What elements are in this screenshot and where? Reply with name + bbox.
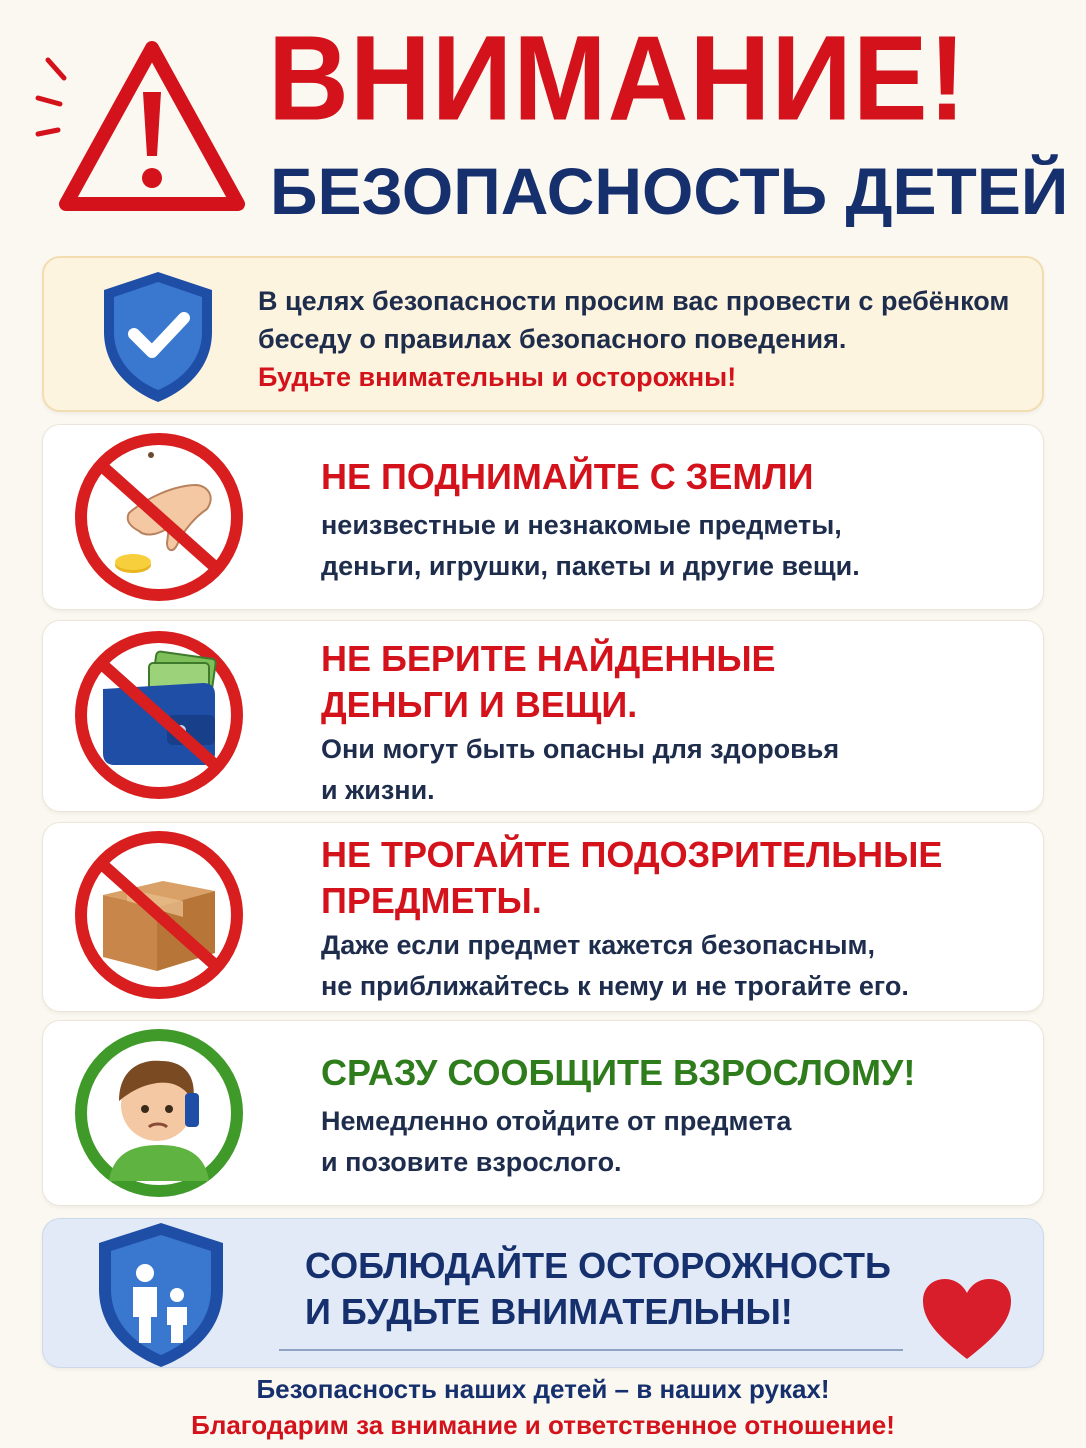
rule-2-body-2: и жизни. xyxy=(321,775,435,805)
bottom-line-2: И БУДЬТЕ ВНИМАТЕЛЬНЫ! xyxy=(305,1291,793,1332)
intro-card xyxy=(42,256,1044,412)
page-title: ВНИМАНИЕ! xyxy=(268,10,967,146)
rule-2-heading-1: НЕ БЕРИТЕ НАЙДЕННЫЕ xyxy=(321,638,776,679)
rule-2-body-1: Они могут быть опасны для здоровья xyxy=(321,734,840,764)
rule-card-tell-adult xyxy=(42,1020,1044,1206)
child-phone-icon xyxy=(69,1023,249,1203)
rule-2-heading-2: ДЕНЬГИ И ВЕЩИ. xyxy=(321,684,638,725)
intro-line-1: В целях безопасности просим вас провести с ребёнком xyxy=(258,286,1010,316)
family-shield-icon xyxy=(87,1219,235,1371)
rule-1-body-2: деньги, игрушки, пакеты и другие вещи. xyxy=(321,551,860,581)
heart-icon xyxy=(919,1275,1015,1363)
no-wallet-icon xyxy=(69,625,249,805)
rule-4-body-1: Немедленно отойдите от предмета xyxy=(321,1106,792,1136)
shield-check-icon xyxy=(88,266,228,406)
intro-line-2: беседу о правилах безопасного поведения. xyxy=(258,324,847,354)
bottom-text xyxy=(305,1243,891,1335)
rule-4-heading: СРАЗУ СООБЩИТЕ ВЗРОСЛОМУ! xyxy=(321,1052,916,1093)
footer-line-1: Безопасность наших детей – в наших руках! xyxy=(256,1374,830,1404)
intro-line-3: Будьте внимательны и осторожны! xyxy=(258,362,737,392)
warning-triangle-icon xyxy=(30,30,250,230)
no-box-icon xyxy=(69,825,249,1005)
rule-1-body-1: неизвестные и незнакомые предметы, xyxy=(321,510,842,540)
bottom-banner xyxy=(42,1218,1044,1368)
rule-card-found-money xyxy=(42,620,1044,812)
no-picking-up-icon xyxy=(69,427,249,607)
rule-3-heading-1: НЕ ТРОГАЙТЕ ПОДОЗРИТЕЛЬНЫЕ xyxy=(321,834,943,875)
rule-4-body-2: и позовите взрослого. xyxy=(321,1147,622,1177)
rule-card-pick-up xyxy=(42,424,1044,610)
rule-card-suspicious-items xyxy=(42,822,1044,1012)
header xyxy=(0,0,1086,250)
bottom-line-1: СОБЛЮДАЙТЕ ОСТОРОЖНОСТЬ xyxy=(305,1245,891,1286)
rule-3-body-1: Даже если предмет кажется безопасным, xyxy=(321,930,876,960)
intro-text xyxy=(258,282,1009,396)
divider xyxy=(279,1349,903,1351)
page-subtitle: БЕЗОПАСНОСТЬ ДЕТЕЙ xyxy=(270,154,1069,228)
rule-1-heading: НЕ ПОДНИМАЙТЕ С ЗЕМЛИ xyxy=(321,456,814,497)
rule-3-heading-2: ПРЕДМЕТЫ. xyxy=(321,880,542,921)
rule-3-body-2: не приближайтесь к нему и не трогайте его. xyxy=(321,971,909,1001)
footer-line-2: Благодарим за внимание и ответственное отношение! xyxy=(191,1410,895,1440)
